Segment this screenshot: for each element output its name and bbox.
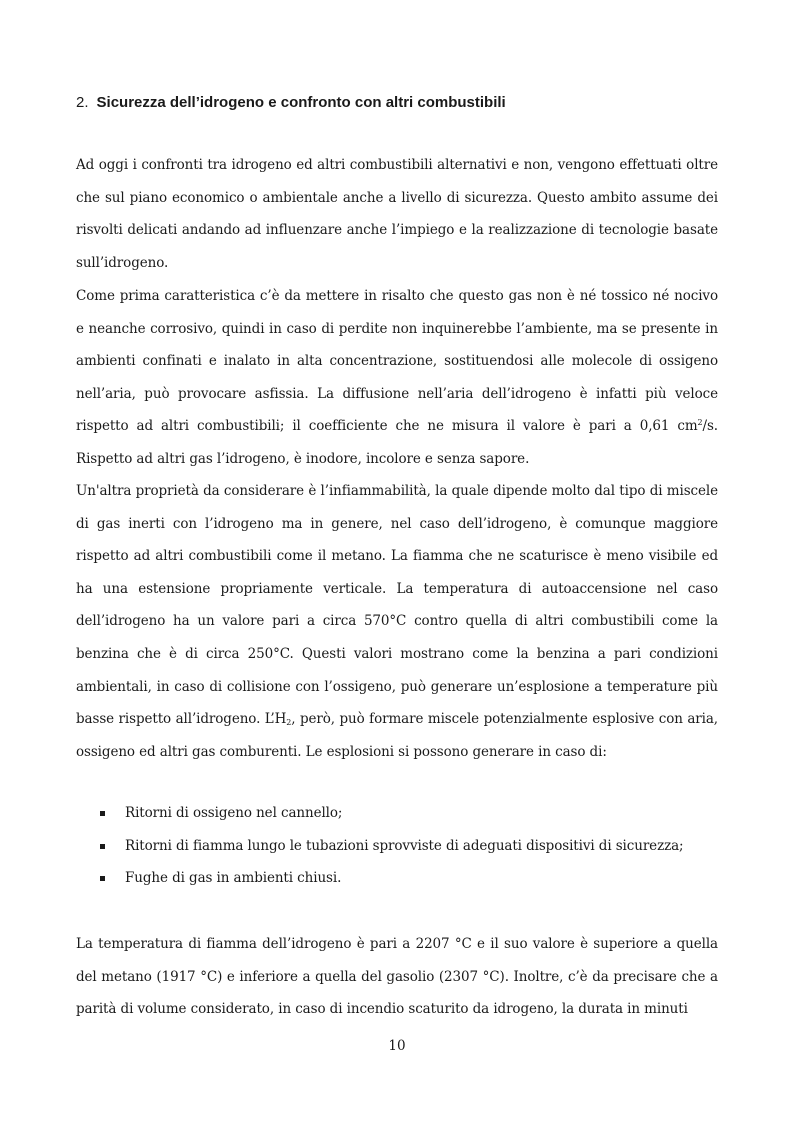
square-bullet-icon xyxy=(100,876,105,881)
paragraph-flammability-text-b: , però, può formare miscele potenzialmente esplosive con aria, ossigeno ed altri gas comburenti. Le esplosioni si possono generare in caso di: xyxy=(76,711,718,760)
section-number: 2. xyxy=(76,94,89,111)
paragraph-flammability-text-a: Un'altra proprietà da considerare è l’infiammabilità, la quale dipende molto dal tipo di miscele di gas inerti con l’idrogeno ma in genere, nel caso dell’idrogeno, è comunque maggiore rispetto ad altri combustibili come il metano. La fiamma che ne scaturisce è meno visibile ed ha una estensione propriamente verticale. La temperatura di autoaccensione nel caso dell’idrogeno ha un valore pari a circa 570°C contro quella di altri combustibili come la benzina che è di circa 250°C. Questi valori mostrano come la benzina a pari condizioni ambientali, in caso di collisione con l’ossigeno, può generare un’esplosione a temperature più basse rispetto all’idrogeno. L’H xyxy=(76,483,718,728)
list-item xyxy=(76,830,726,863)
section-heading xyxy=(76,93,506,113)
square-bullet-icon xyxy=(100,844,105,849)
superscript-2: 2 xyxy=(697,418,703,428)
list-item-text: Ritorni di ossigeno nel cannello; xyxy=(125,805,343,821)
explosion-causes-list xyxy=(76,797,726,895)
paragraph-toxicity-text-a: Come prima caratteristica c’è da mettere in risalto che questo gas non è né tossico né nocivo e neanche corrosivo, quindi in caso di perdite non inquinerebbe l’ambiente, ma se presente in ambienti confinati e inalato in alta concentrazione, sostituendosi alle molecole di ossigeno nell’aria, può provocare asfissia. La diffusione nell’aria dell’idrogeno è infatti più veloce rispetto ad altri combustibili; il coefficiente che ne misura il valore è pari a 0,61 cm xyxy=(76,288,718,435)
list-item xyxy=(76,862,726,895)
list-item-text: Fughe di gas in ambienti chiusi. xyxy=(125,870,342,887)
page-number: 10 xyxy=(388,1038,406,1054)
paragraph-toxicity xyxy=(76,280,718,476)
paragraph-intro: Ad oggi i confronti tra idrogeno ed altri combustibili alternativi e non, vengono effettuati oltre che sul piano economico o ambientale anche a livello di sicurezza. Questo ambito assume dei risvolti delicati andando ad influenzare anche l’impiego e la realizzazione di tecnologie basate sull’idrogeno. xyxy=(76,157,718,271)
list-item-text: Ritorni di fiamma lungo le tubazioni sprovviste di adeguati dispositivi di sicurezza; xyxy=(125,837,684,854)
paragraph-toxicity-text-b: /s. Rispetto ad altri gas l’idrogeno, è inodore, incolore e senza sapore. xyxy=(76,418,718,467)
subscript-2: 2 xyxy=(286,718,292,728)
list-item xyxy=(76,797,726,830)
paragraph-flammability xyxy=(76,475,718,768)
paragraph-flame-temperature: La temperatura di fiamma dell’idrogeno è pari a 2207 °C e il suo valore è superiore a quella del metano (1917 °C) e inferiore a quella del gasolio (2307 °C). Inoltre, c’è da precisare che a parità di volume considerato, in caso di incendio scaturito da idrogeno, la durata in minuti xyxy=(76,936,718,1018)
square-bullet-icon xyxy=(100,811,105,816)
section-title: Sicurezza dell’idrogeno e confronto con altri combustibili xyxy=(96,94,506,111)
